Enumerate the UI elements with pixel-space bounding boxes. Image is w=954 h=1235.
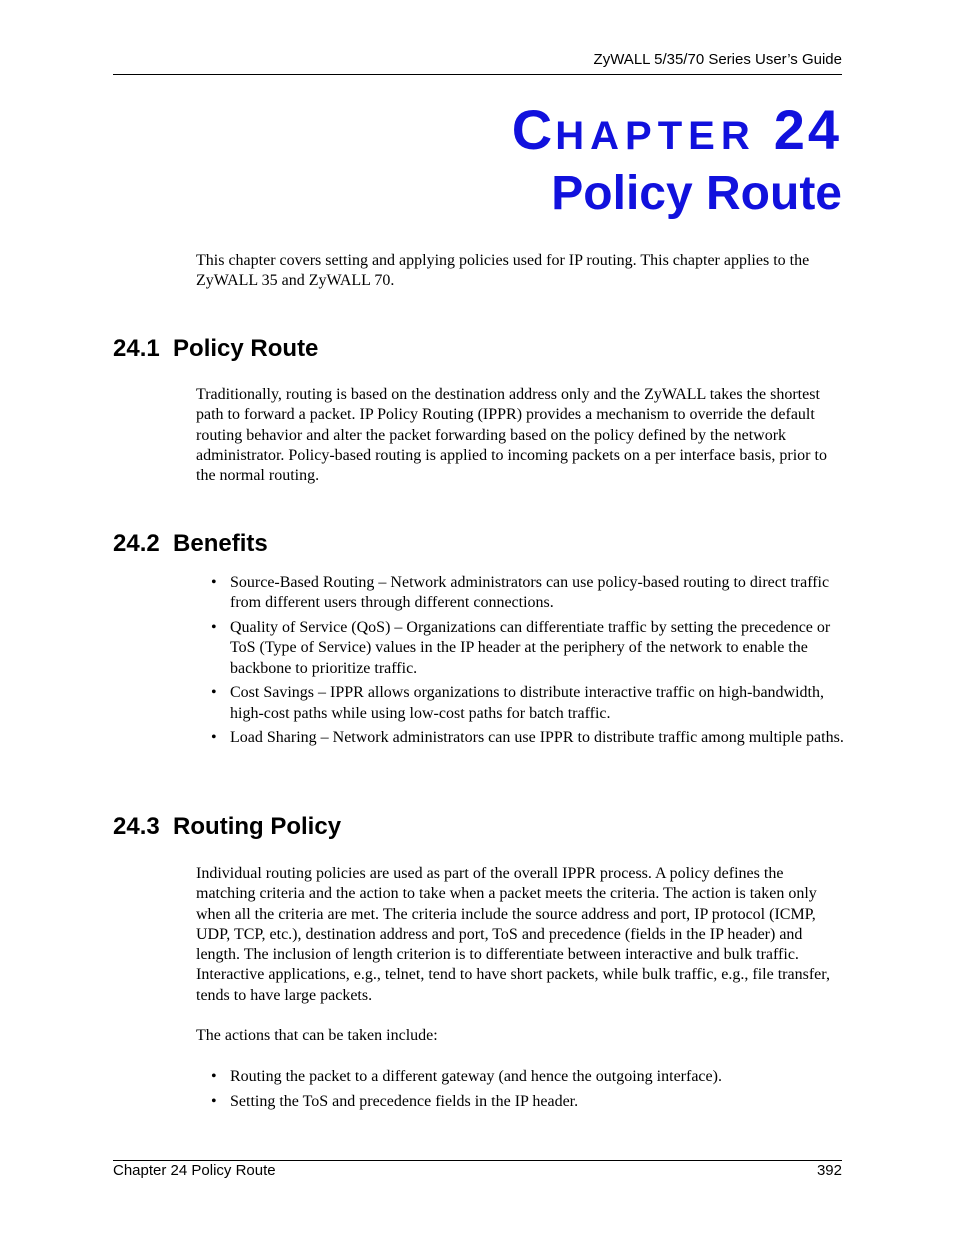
- chapter-number: 24: [773, 98, 842, 161]
- list-item-text: Load Sharing – Network administrators can use IPPR to distribute traffic among multiple paths.: [230, 729, 844, 747]
- section-24-3-paragraph-2: The actions that can be taken include:: [196, 1027, 438, 1044]
- bullet-icon: •: [211, 574, 217, 591]
- header-rule: [113, 74, 842, 75]
- list-item-text: Source-Based Routing – Network administrators can use policy-based routing to direct traffic from different users through different connections.: [230, 574, 830, 612]
- footer-chapter-title: Chapter 24 Policy Route: [113, 1162, 276, 1179]
- chapter-label-cap: C: [511, 98, 556, 161]
- list-item-text: Setting the ToS and precedence fields in the IP header.: [230, 1092, 579, 1110]
- chapter-title: Policy Route: [551, 167, 842, 220]
- section-heading-24-1: 24.1 Policy Route: [113, 335, 319, 362]
- list-item: [211, 573, 851, 614]
- list-item: [211, 728, 851, 748]
- list-item: [211, 618, 851, 679]
- list-item: [211, 1067, 851, 1087]
- intro-paragraph: This chapter covers setting and applying policies used for IP routing. This chapter applies to the ZyWALL 35 and ZyWALL 70.: [196, 252, 810, 290]
- list-item-text: Routing the packet to a different gateway (and hence the outgoing interface).: [230, 1068, 722, 1085]
- list-item-text: Quality of Service (QoS) – Organizations can differentiate traffic by setting the precedence or ToS (Type of Service) values in the IP header at the periphery of the network to enable the backbone to prioritize traffic.: [230, 618, 831, 677]
- benefits-list: [211, 573, 851, 753]
- page-number: 392: [816, 1162, 842, 1179]
- list-item: [211, 683, 851, 724]
- running-header: ZyWALL 5/35/70 Series User’s Guide: [593, 51, 842, 68]
- bullet-icon: •: [211, 618, 217, 636]
- section-heading-24-3: 24.3 Routing Policy: [113, 813, 342, 840]
- bullet-icon: •: [211, 684, 217, 702]
- bullet-icon: •: [211, 729, 217, 747]
- section-24-3-paragraph: Individual routing policies are used as part of the overall IPPR process. A policy defines the matching criteria and the action to take when a packet meets the criteria. The action is taken only when all the criteria are met. The criteria include the source address and port, IP protocol (ICMP, UDP, TCP, etc.), destination address and port, ToS and precedence (fields in the IP header) and length. The inclusion of length criterion is to differentiate between interactive and bulk traffic. Interactive applications, e.g., telnet, tend to have short packets, while bulk traffic, e.g., file transfer, tends to have large packets.: [196, 865, 830, 1004]
- section-heading-24-2: 24.2 Benefits: [113, 530, 268, 557]
- list-item-text: Cost Savings – IPPR allows organizations to distribute interactive traffic on high-bandwidth, high-cost paths while using low-cost paths for batch traffic.: [230, 684, 824, 722]
- bullet-icon: •: [211, 1068, 217, 1085]
- actions-list: [211, 1067, 851, 1116]
- list-item: [211, 1092, 851, 1112]
- chapter-label-rest: HAPTER: [555, 114, 756, 158]
- section-24-1-paragraph: Traditionally, routing is based on the destination address only and the ZyWALL takes the shortest path to forward a packet. IP Policy Routing (IPPR) provides a mechanism to override the default routing behavior and alter the packet forwarding based on the policy defined by the network administrator. Policy-based routing is applied to incoming packets on a per interface basis, prior to the normal routing.: [196, 386, 827, 485]
- bullet-icon: •: [211, 1092, 217, 1110]
